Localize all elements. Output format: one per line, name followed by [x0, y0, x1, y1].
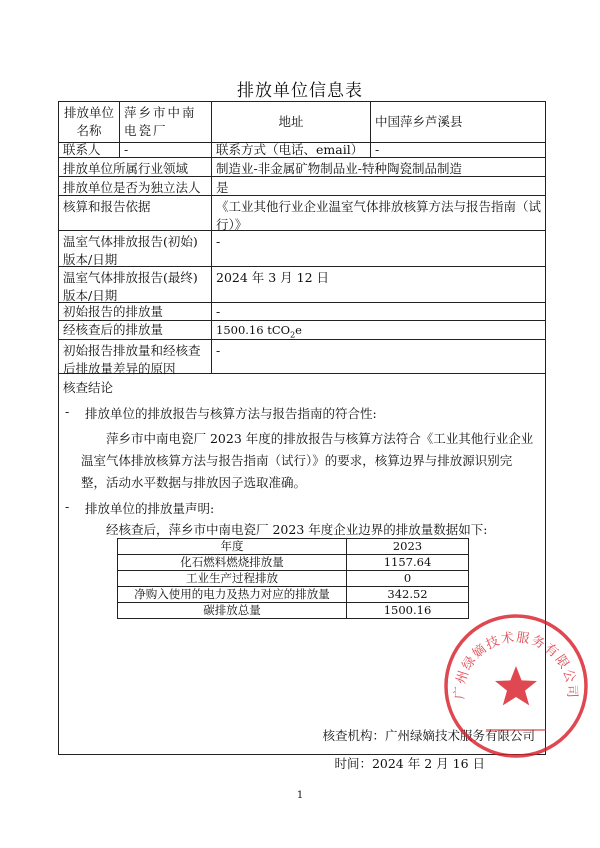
row-difference [59, 340, 545, 374]
table-cell-label: 净购入使用的电力及热力对应的排放量 [118, 587, 347, 603]
verified-emission-label: 经核查后的排放量 [63, 322, 164, 337]
contact-label: 联系人 [63, 142, 101, 157]
table-cell-label: 化石燃料燃烧排放量 [118, 555, 347, 571]
table-row [118, 587, 469, 603]
unit-name-value: 萍乡市中南电瓷厂 [119, 102, 211, 142]
verification-org: 核查机构：广州绿嫡技术服务有限公司 [322, 728, 535, 743]
unit-name-label: 排放单位名称 [63, 105, 114, 138]
table-cell-value: 0 [347, 571, 469, 587]
seal-text: 广州绿嫡技术服务有限公司 [452, 630, 580, 700]
row-legal [59, 177, 545, 196]
seal-star [495, 666, 537, 705]
industry-value: 制造业-非金属矿物制品业-特种陶瓷制品制造 [211, 158, 547, 176]
item2-text: 经核查后，萍乡市中南电瓷厂 2023 年度企业边界的排放量数据如下: [106, 522, 488, 537]
contact-value: - [119, 143, 211, 157]
table-row [118, 603, 469, 619]
company-seal [442, 612, 590, 760]
row-final-report [59, 267, 545, 303]
contact-method-label: 联系方式（电话、email） [211, 143, 370, 157]
basis-value: 《工业其他行业企业温室气体排放核算方法与报告指南（试行）》 [211, 196, 547, 230]
basis-label: 核算和报告依据 [63, 199, 151, 214]
table-header-label: 年度 [118, 539, 347, 555]
bullet-2: - [65, 499, 70, 514]
address-label: 地址 [211, 102, 370, 142]
table-cell-value: 342.52 [347, 587, 469, 603]
conclusion-heading: 核查结论 [63, 380, 114, 395]
table-header-row [118, 539, 469, 555]
legal-label: 排放单位是否为独立法人 [63, 180, 201, 195]
initial-emission-value: - [211, 303, 547, 320]
table-header-value: 2023 [347, 539, 469, 555]
row-initial-report [59, 231, 545, 267]
row-industry [59, 158, 545, 177]
address-value: 中国萍乡芦溪县 [370, 102, 547, 142]
table-cell-label: 碳排放总量 [118, 603, 347, 619]
initial-report-label: 温室气体排放报告(初始)版本/日期 [63, 234, 198, 267]
legal-value: 是 [211, 177, 547, 195]
page-title: 排放单位信息表 [237, 81, 363, 101]
table-cell-label: 工业生产过程排放 [118, 571, 347, 587]
industry-label: 排放单位所属行业领域 [63, 161, 189, 176]
verification-time: 时间：2024 年 2 月 16 日 [334, 756, 485, 771]
row-initial-emission [59, 303, 545, 321]
contact-method-value: - [370, 143, 547, 157]
item2-title: 排放单位的排放量声明: [85, 501, 215, 516]
item1-text: 萍乡市中南电瓷厂 2023 年度的排放报告与核算方法符合《工业其他行业企业温室气体排放核算方法与报告指南（试行）》的要求，核算边界与排放源识别完整，活动水平数据与排放因子选取准确。 [81, 431, 534, 490]
final-report-value: 2024 年 3 月 12 日 [211, 267, 547, 302]
table-row [118, 571, 469, 587]
bullet-1: - [65, 404, 70, 419]
table-cell-value: 1157.64 [347, 555, 469, 571]
table-row [118, 555, 469, 571]
final-report-label: 温室气体排放报告(最终)版本/日期 [63, 270, 198, 303]
page-number: 1 [296, 790, 304, 801]
initial-emission-label: 初始报告的排放量 [63, 304, 164, 319]
emission-summary-table [117, 538, 469, 619]
verified-emission-value: 1500.16 tCO$_2$e [211, 321, 547, 339]
item1-title: 排放单位的排放报告与核算方法与报告指南的符合性: [85, 406, 377, 421]
table-cell-value: 1500.16 [347, 603, 469, 619]
row-basis [59, 196, 545, 231]
row-contact [59, 143, 545, 158]
difference-label: 初始报告排放量和经核查后排放量差异的原因 [63, 343, 201, 376]
initial-report-value: - [211, 231, 547, 266]
difference-value: - [211, 340, 547, 373]
row-unit-name [59, 102, 545, 143]
row-verified-emission [59, 321, 545, 340]
